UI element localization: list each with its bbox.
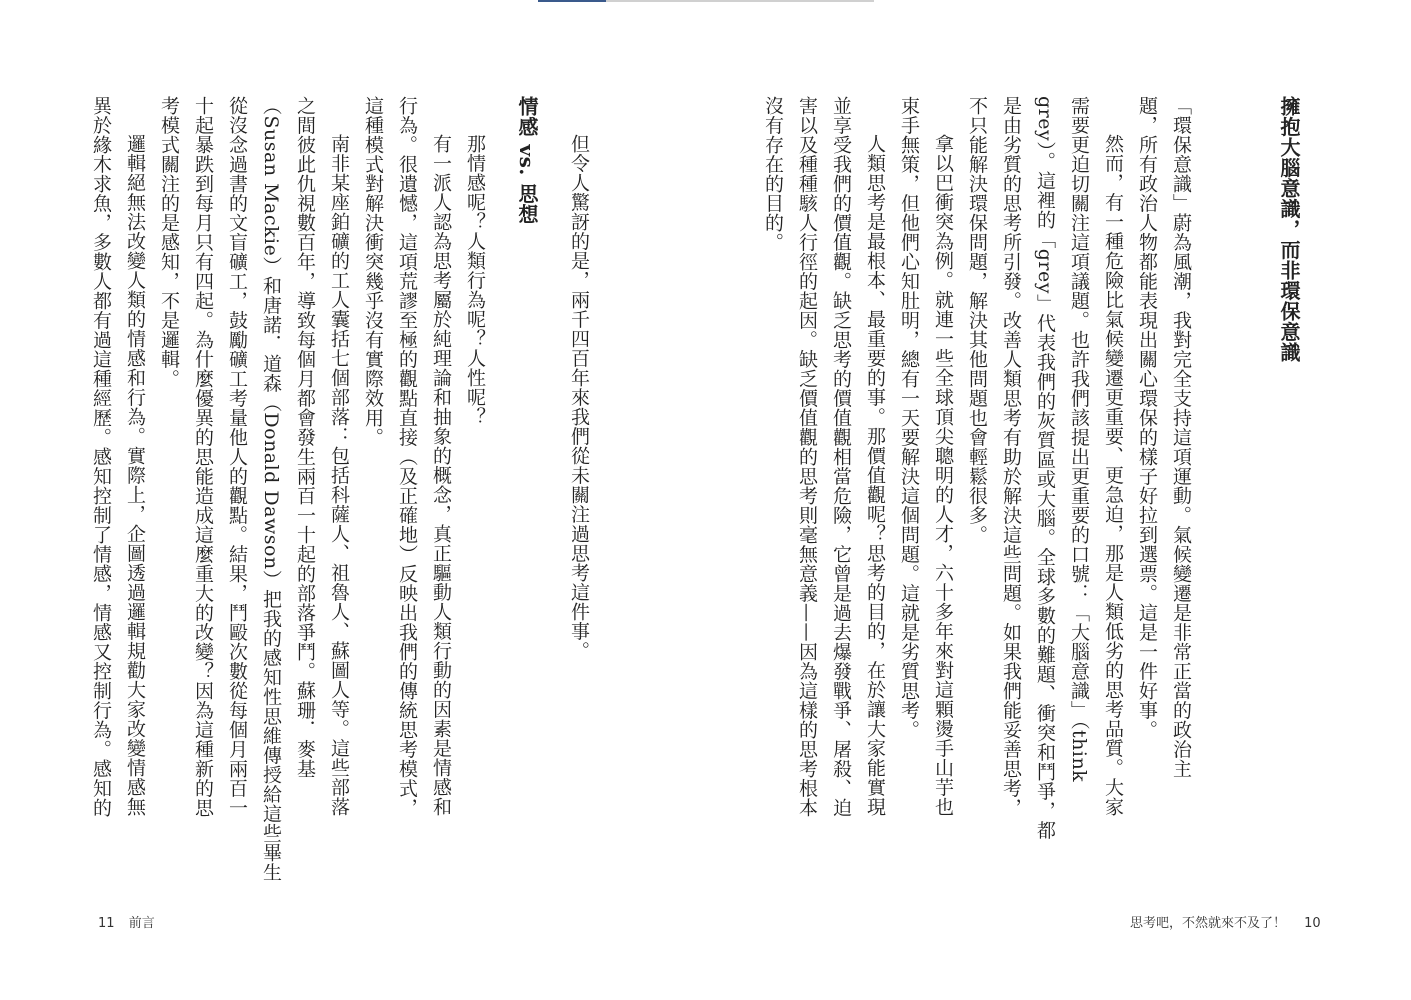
left-line-7: （Susan Mackie）和唐諾．道森（Donald Dawson）把我的感知性思維傳授給這些畢生: [260, 96, 282, 882]
right-heading: 擁抱大腦意識，而非環保意識: [1277, 96, 1301, 363]
right-line-12: 害以及種種駭人行徑的起因。缺乏價值觀的思考則毫無意義——因為這樣的思考根本: [796, 96, 818, 818]
left-footer: [98, 912, 155, 931]
top-progress-bar: [538, 0, 874, 2]
left-line-2: 有一派人認為思考屬於純理論和抽象的概念，真正驅動人類行動的因素是情感和: [430, 134, 452, 817]
left-line-10: 考模式關注的是感知，不是邏輯。: [158, 96, 180, 389]
left-line-1: 那情感呢？人類行為呢？人性呢？: [464, 134, 486, 427]
right-footer: [1130, 912, 1321, 931]
right-line-9: 束手無策，但他們心知肚明，總有一天要解決這個問題。這就是劣質思考。: [898, 96, 920, 740]
right-line-2: 題，所有政治人物都能表現出關心環保的樣子好拉到選票。這是一件好事。: [1136, 96, 1158, 740]
right-line-8: 拿以巴衝突為例。就連一些全球頂尖聰明的人才，六十多年來對這顆燙手山芋也: [932, 134, 954, 817]
right-line-10: 人類思考是最根本、最重要的事。那價值觀呢？思考的目的，在於讓大家能實現: [864, 134, 886, 817]
top-progress-accent: [538, 0, 606, 2]
left-line-3: 行為。很遺憾，這項荒謬至極的觀點直接（及正確地）反映出我們的傳統思考模式，: [396, 96, 418, 818]
left-line-6: 之間彼此仇視數百年，導致每個月都會發生兩百一十起的部落爭鬥。蘇珊．麥基: [294, 96, 316, 779]
right-line-1: 「環保意識」蔚為風潮，我對完全支持這項運動。氣候變遷是非常正當的政治主: [1170, 96, 1192, 779]
right-line-11: 並享受我們的價值觀。缺乏思考的價值觀相當危險，它曾是過去爆發戰爭、屠殺、迫: [830, 96, 852, 818]
book-spread: [0, 96, 1411, 882]
left-page-number: 11: [98, 916, 115, 931]
left-line-12: 異於緣木求魚，多數人都有過這種經歷。感知控制了情感，情感又控制行為。感知的: [90, 96, 112, 818]
left-line-11: 邏輯絕無法改變人類的情感和行為。實際上，企圖透過邏輯規勸大家改變情感無: [124, 134, 146, 817]
left-intro: 但令人驚訝的是，兩千四百年來我們從未關注過思考這件事。: [568, 134, 590, 661]
left-heading: 情感 vs. 思想: [515, 96, 539, 225]
right-line-7: 不只能解決環保問題，解決其他問題也會輕鬆很多。: [966, 96, 988, 545]
left-footer-title: 前言: [128, 916, 155, 931]
left-line-4: 這種模式對解決衝突幾乎沒有實際效用。: [362, 96, 384, 447]
left-line-8: 從沒念過書的文盲礦工，鼓勵礦工考量他人的觀點。結果，鬥毆次數從每個月兩百一: [226, 96, 248, 818]
right-line-4: 需要更迫切關注這項議題。也許我們該提出更重要的口號：「大腦意識」（think: [1068, 96, 1090, 783]
left-line-5: 南非某座鉑礦的工人囊括七個部落：包括科薩人、祖魯人、蘇圖人等。這些部落: [328, 134, 350, 817]
right-footer-title: 思考吧，不然就來不及了！: [1130, 916, 1287, 931]
right-line-3: 然而，有一種危險比氣候變遷更重要、更急迫，那是人類低劣的思考品質。大家: [1102, 134, 1124, 817]
right-line-13: 沒有存在的目的。: [762, 96, 784, 252]
left-line-9: 十起暴跌到每月只有四起。為什麼優異的思能造成這麼重大的改變？因為這種新的思: [192, 96, 214, 818]
right-line-5: grey）。這裡的「grey」代表我們的灰質區或大腦。全球多數的難題、衝突和鬥爭，都: [1034, 96, 1056, 840]
right-line-6: 是由劣質的思考所引發。改善人類思考有助於解決這些問題。如果我們能妥善思考，: [1000, 96, 1022, 818]
right-page-number: 10: [1304, 916, 1321, 931]
